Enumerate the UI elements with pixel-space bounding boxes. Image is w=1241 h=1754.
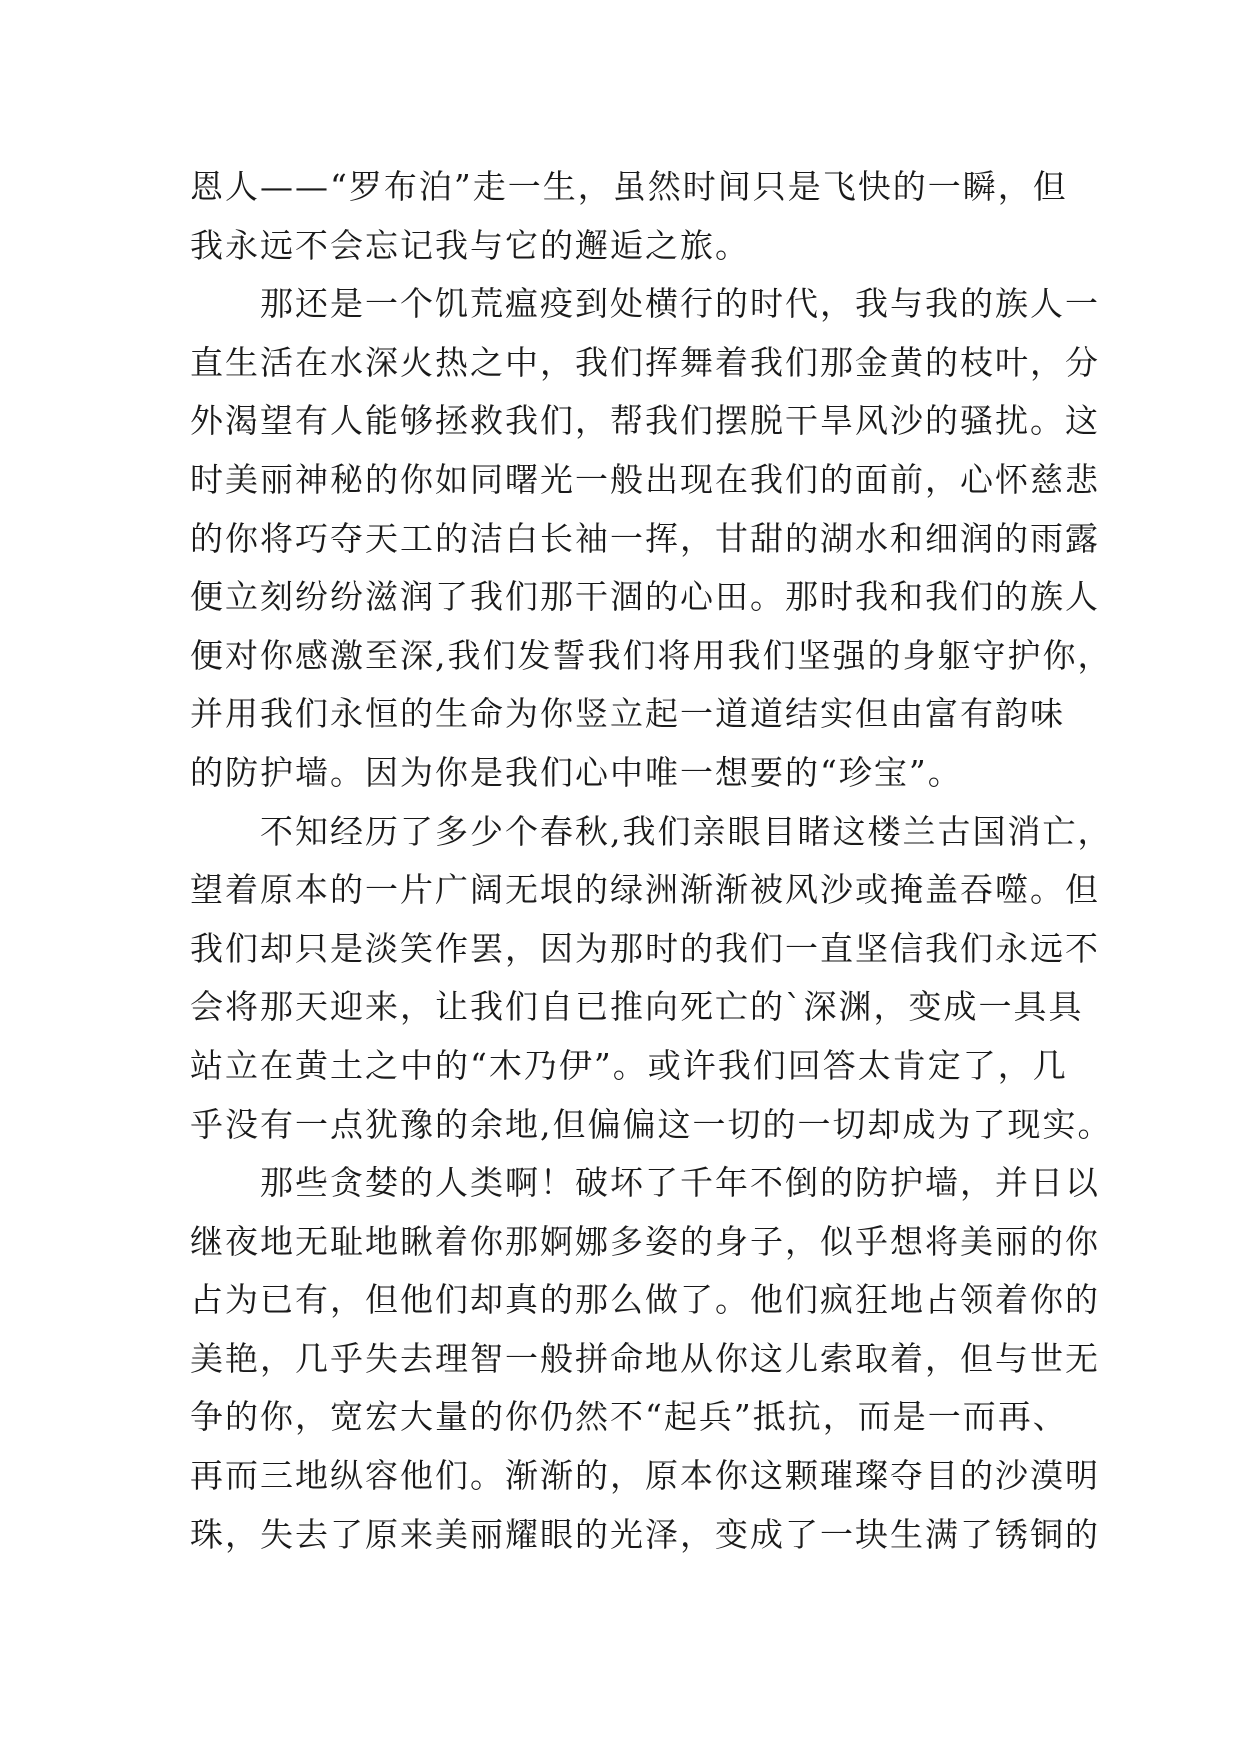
text-line: 我们却只是淡笑作罢，因为那时的我们一直坚信我们永远不 (190, 928, 1100, 968)
text-line: 便对你感激至深,我们发誓我们将用我们坚强的身躯守护你， (190, 635, 1113, 675)
text-line: 直生活在水深火热之中，我们挥舞着我们那金黄的枝叶，分 (190, 342, 1100, 382)
paragraph-start-line: 那还是一个饥荒瘟疫到处横行的时代，我与我的族人一 (260, 284, 1100, 324)
text-line: 继夜地无耻地瞅着你那婀娜多姿的身子，似乎想将美丽的你 (190, 1221, 1100, 1261)
essay-body (190, 158, 1113, 1564)
text-line: 恩人——“罗布泊”走一生，虽然时间只是飞快的一瞬，但 (190, 167, 1068, 206)
text-line: 再而三地纵容他们。渐渐的，原本你这颗璀璨夺目的沙漠明 (190, 1456, 1100, 1496)
text-line: 的防护墙。因为你是我们心中唯一想要的“珍宝”。 (190, 752, 963, 792)
text-line: 争的你，宽宏大量的你仍然不“起兵”抵抗，而是一而再、 (190, 1397, 1068, 1437)
text-line: 珠，失去了原来美丽耀眼的光泽，变成了一块生满了锈铜的 (190, 1514, 1100, 1554)
text-line: 美艳，几乎失去理智一般拼命地从你这儿索取着，但与世无 (190, 1338, 1100, 1378)
text-line: 会将那天迎来，让我们自已推向死亡的`深渊，变成一具具 (190, 987, 1084, 1027)
paragraph-start-line: 不知经历了多少个春秋,我们亲眼目睹这楼兰古国消亡， (260, 811, 1113, 851)
text-line: 我永远不会忘记我与它的邂逅之旅。 (190, 225, 750, 265)
text-line: 并用我们永恒的生命为你竖立起一道道结实但由富有韵味 (190, 694, 1065, 734)
text-line: 便立刻纷纷滋润了我们那干涸的心田。那时我和我们的族人 (190, 577, 1100, 617)
text-line: 外渴望有人能够拯救我们，帮我们摆脱干旱风沙的骚扰。这 (190, 401, 1100, 441)
text-line: 乎没有一点犹豫的余地,但偏偏这一切的一切却成为了现实。 (190, 1104, 1113, 1144)
text-line: 站立在黄土之中的“木乃伊”。或许我们回答太肯定了，几 (190, 1045, 1068, 1085)
text-line: 时美丽神秘的你如同曙光一般出现在我们的面前，心怀慈悲 (190, 459, 1100, 499)
text-line: 的你将巧夺天工的洁白长袖一挥，甘甜的湖水和细润的雨露 (190, 518, 1100, 558)
text-line: 占为已有，但他们却真的那么做了。他们疯狂地占领着你的 (190, 1280, 1100, 1320)
paragraph-start-line: 那些贪婪的人类啊！破坏了千年不倒的防护墙，并日以 (260, 1163, 1100, 1203)
text-line: 望着原本的一片广阔无垠的绿洲渐渐被风沙或掩盖吞噬。但 (190, 870, 1100, 910)
